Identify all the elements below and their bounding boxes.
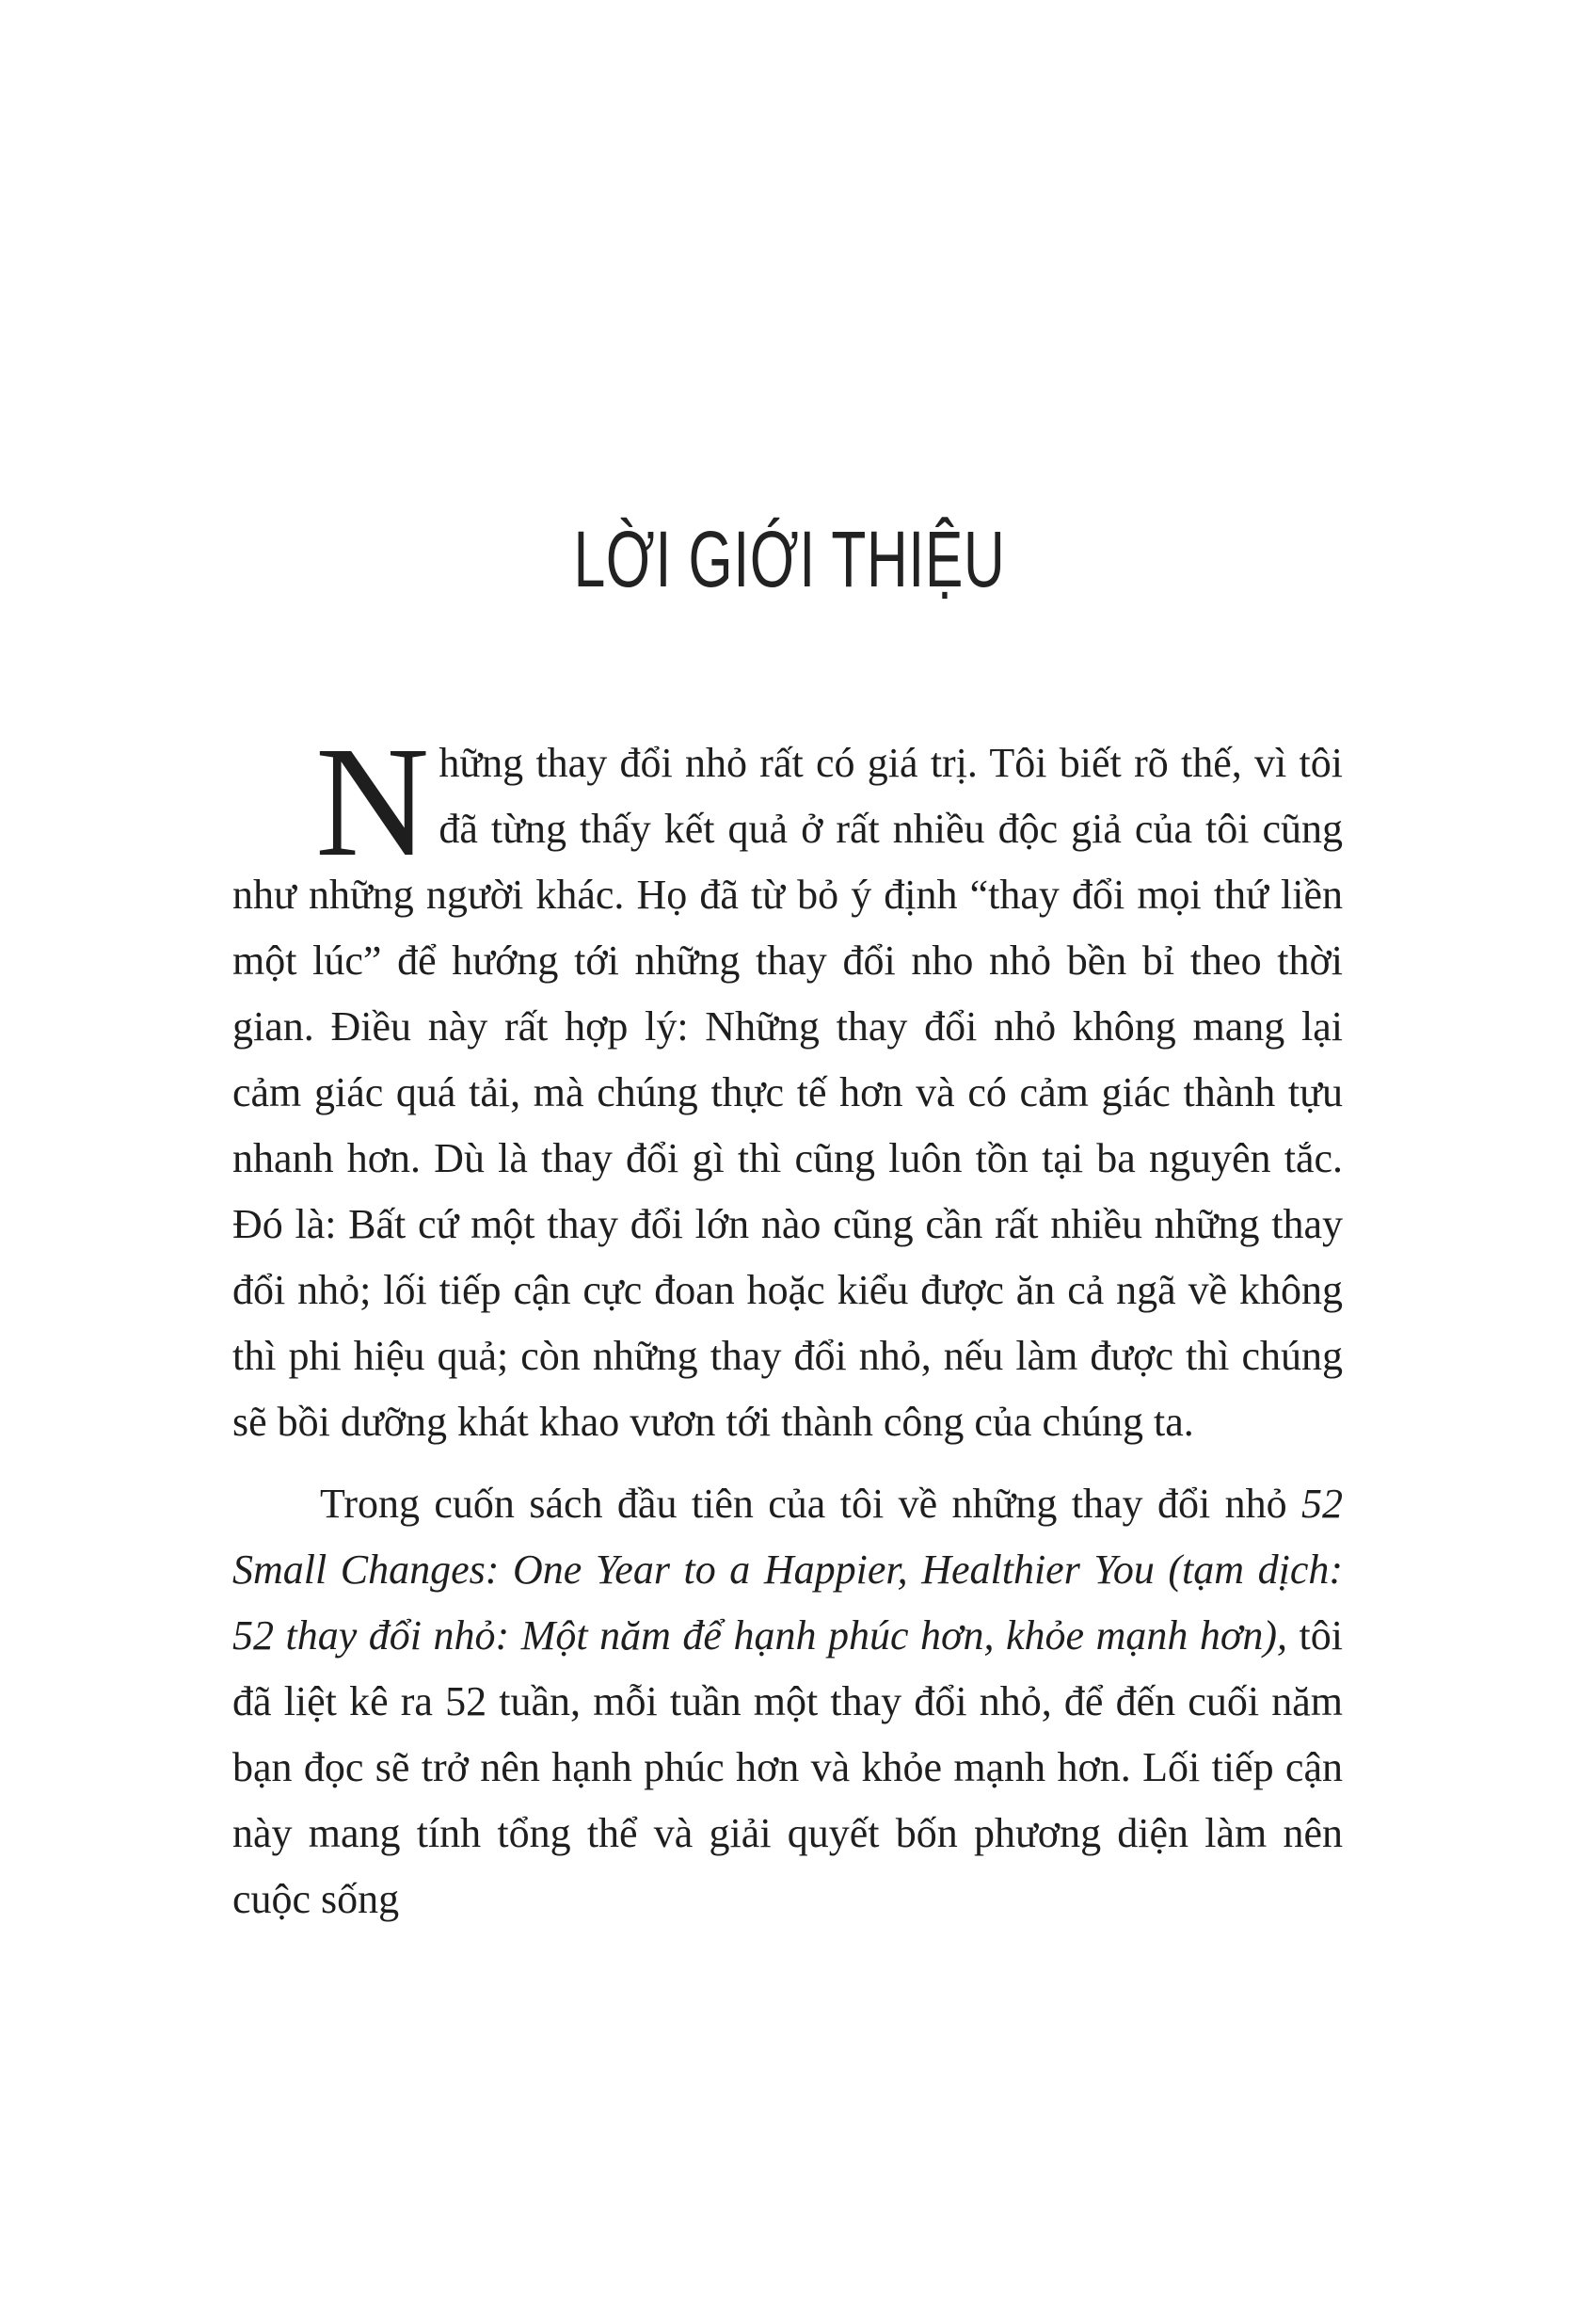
chapter-title: LỜI GIỚI THIỆU — [573, 515, 1006, 603]
paragraph-1 — [232, 714, 1343, 1455]
book-title: 52 Small Changes: One Year to a Happier, Healthier You (tạm dịch: 52 thay đổi nhỏ: Một năm để hạnh phúc hơn, khỏe mạnh hơn), — [232, 1481, 1343, 1659]
paragraph-2-text-before-title: Trong cuốn sách đầu tiên của tôi về những thay đổi nhỏ — [320, 1481, 1301, 1527]
paragraph-2-text-after-title: tôi đã liệt kê ra 52 tuần, mỗi tuần một thay đổi nhỏ, để đến cuối năm bạn đọc sẽ trở nên hạnh phúc hơn và khỏe mạnh hơn. Lối tiếp cận này mang tính tổng thể và giải quyết bốn phương diện làm nên cuộc sống — [232, 1612, 1343, 1922]
paragraph-1-text: hững thay đổi nhỏ rất có giá trị. Tôi biết rõ thế, vì tôi đã từng thấy kết quả ở rất nhiều độc giả của tôi cũng như những người khác. Họ đã từ bỏ ý định “thay đổi mọi thứ liền một lúc” để hướng tới những thay đổi nho nhỏ bền bỉ theo thời gian. Điều này rất hợp lý: Những thay đổi nhỏ không mang lại cảm giác quá tải, mà chúng thực tế hơn và có cảm giác thành tựu nhanh hơn. Dù là thay đổi gì thì cũng luôn tồn tại ba nguyên tắc. Đó là: Bất cứ một thay đổi lớn nào cũng cần rất nhiều những thay đổi nhỏ; lối tiếp cận cực đoan hoặc kiểu được ăn cả ngã về không thì phi hiệu quả; còn những thay đổi nhỏ, nếu làm được thì chúng sẽ bồi dưỡng khát khao vươn tới thành công của chúng ta. — [232, 740, 1343, 1445]
drop-cap: N — [315, 714, 430, 890]
paragraph-2 — [232, 1471, 1343, 1932]
body-text — [232, 714, 1343, 1932]
